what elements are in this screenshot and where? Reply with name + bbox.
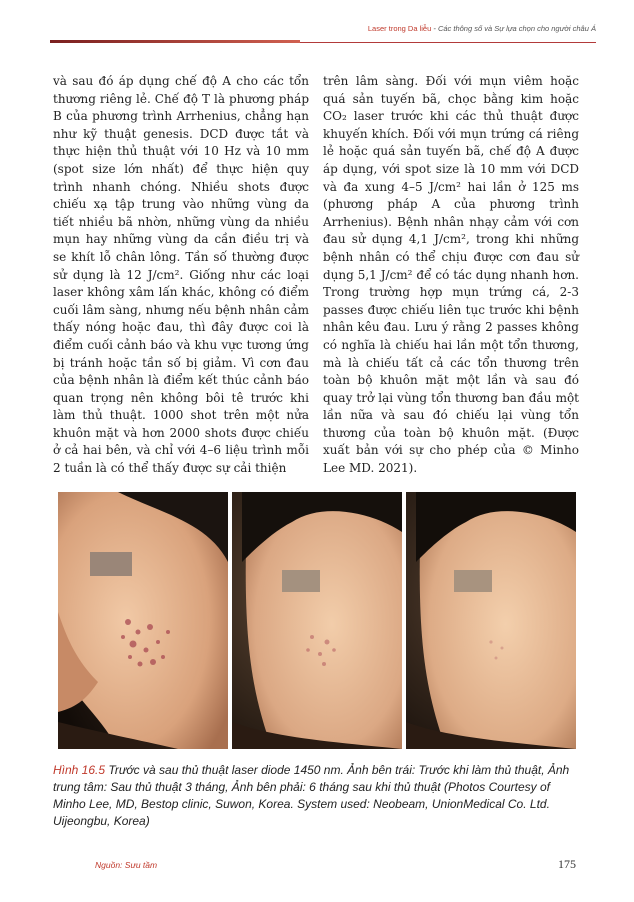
header-accent-bar bbox=[50, 40, 300, 43]
left-column-text: và sau đó áp dụng chế độ A cho các tổn thương riêng lẻ. Chế độ T là phương pháp B của phương trình Arrhenius, chẳng hạn như kỹ thuật genesis. DCD được tắt và thực hiện thủ thuật với 10 Hz và 10 mm (spot size lớn nhất) để thực hiện quy trình nhanh chóng. Nhiều shots được chiếu xạ tập trung vào những vùng da tiết nhiều bã nhờn, những vùng da nhiều mụn hay những vùng da cần điều trị và se khít lỗ chân lông. Tần số thường được sử dụng là 12 J/cm². Giống như các loại laser không xâm lấn khác, không có điểm cuối lâm sàng, nhưng nếu bệnh nhân cảm thấy nóng hoặc đau, thì đây được coi là điểm cuối cảnh báo và khu vực tương ứng bị tránh hoặc tần số bị giảm. Vì cơn đau của bệnh nhân là điểm kết thúc cảnh báo quan trọng nên không bôi tê trước khi làm thủ thuật. 1000 shot trên một nửa khuôn mặt và hơn 2000 shots được chiếu ở cả hai bên, và chỉ với 4–6 liệu trình mỗi 2 tuần là có thể thấy được sự cải thiện bbox=[53, 74, 309, 476]
book-title: Laser trong Da liễu bbox=[367, 24, 432, 33]
photo-before-treatment bbox=[58, 492, 228, 749]
book-subtitle: - Các thông số và Sự lựa chọn cho người châu Á bbox=[433, 24, 596, 33]
page-number: 175 bbox=[558, 857, 576, 871]
figure-label: Hình 16.5 bbox=[53, 763, 106, 777]
right-column-text: trên lâm sàng. Đối với mụn viêm hoặc quá sản tuyến bã, chọc bằng kim hoặc CO₂ laser trước khi các thủ thuật được khuyến khích. Đối với mụn trứng cá riêng lẻ hoặc quá sản tuyến bã, chế độ A được áp dụng, với spot size là 10 mm với DCD và đa xung 4–5 J/cm² hai lần ở 125 ms (phương pháp A của phương trình Arrhenius). Bệnh nhân nhạy cảm với cơn đau sử dụng 4,1 J/cm², trong khi những bệnh nhân có thể chịu được cơn đau sử dụng 5,1 J/cm² để có tác dụng nhanh hơn. Trong trường hợp mụn trứng cá, 2-3 passes được chiếu liên tục trước khi bệnh nhân kêu đau. Lưu ý rằng 2 passes không có nghĩa là chiếu hai lần một tổn thương, mà là chiếu tất cả các tổn thương trên toàn bộ khuôn mặt một lần và sau đó quay trở lại vùng tổn thương ban đầu một lần nữa và sau đó chiếu lại vùng tổn thương của toàn bộ khuôn mặt. (Được xuất bản với sự cho phép của © Minho Lee MD. 2021). bbox=[323, 74, 579, 476]
figure-caption bbox=[53, 762, 583, 830]
figure-caption-text: Trước và sau thủ thuật laser diode 1450 nm. Ảnh bên trái: Trước khi làm thủ thuật, Ảnh trung tâm: Sau thủ thuật 3 tháng, Ảnh bên phải: 6 tháng sau khi thủ thuật (Photos Courtesy of Minho Lee, MD, Bestop clinic, Suwon, Korea. System used: Neobeam, UnionMedical Co. Ltd. Uijeongbu, Korea) bbox=[53, 763, 570, 828]
photo-3-months-after bbox=[232, 492, 402, 749]
running-header bbox=[368, 24, 596, 33]
figure-photos bbox=[58, 492, 576, 749]
photo-6-months-after bbox=[406, 492, 576, 749]
footer-source: Nguồn: Sưu tầm bbox=[95, 860, 158, 870]
